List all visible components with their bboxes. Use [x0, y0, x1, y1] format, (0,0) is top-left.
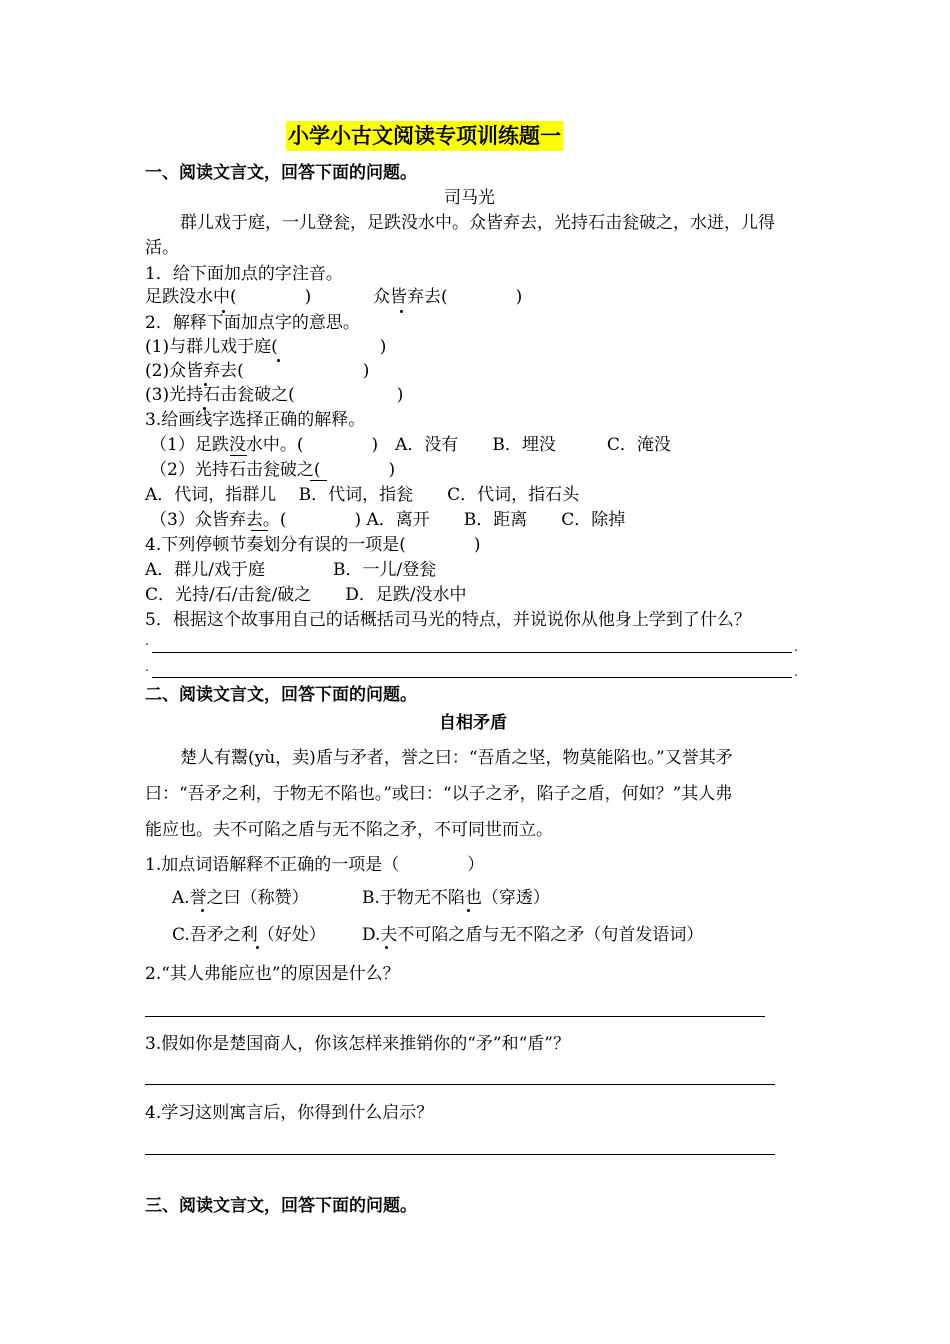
- s1-q3-item-2-options: A．代词，指群儿 B．代词，指瓮 C．代词，指石头: [145, 485, 580, 505]
- answer-line-dot: .: [794, 640, 798, 654]
- passage2-line3: 能应也。夫不可陷之盾与无不陷之矛，不可同世而立。: [145, 820, 553, 840]
- emphasis-dot: [201, 909, 204, 912]
- s1-q1-item-b: 众皆弃去( ): [373, 287, 523, 307]
- s1-question-5: 5．根据这个故事用自己的话概括司马光的特点，并说说你从他身上学到了什么？: [145, 610, 751, 630]
- s1-question-3: 3.给画线字选择正确的解释。: [145, 410, 366, 430]
- page-title: 小学小古文阅读专项训练题一: [286, 121, 563, 151]
- s1-q3-item-3: （3）众皆弃去。( ) A．离开 B．距离 C．除掉: [150, 510, 626, 530]
- answer-line-dot: .: [145, 660, 149, 674]
- section3-heading: 三、阅读文言文，回答下面的问题。: [145, 1196, 417, 1216]
- s2-question-1: 1.加点词语解释不正确的一项是（ ）: [145, 855, 485, 875]
- answer-line: [152, 652, 792, 653]
- s1-q1-item-a: 足跌没水中( ): [145, 287, 312, 307]
- s1-q3-item-1: （1）足跌没水中。( ) A．没有 B．埋没 C．淹没: [150, 435, 671, 455]
- s1-q2-item-2: (2)众皆弃去( ): [145, 361, 370, 381]
- s2-question-3: 3.假如你是楚国商人，你该怎样来推销你的“矛”和“盾”？: [145, 1034, 570, 1054]
- underline-mark: [230, 455, 247, 456]
- s2-q1-option-a: A.誉之曰（称赞）: [172, 888, 309, 908]
- emphasis-dot: [400, 310, 403, 313]
- answer-line-dot: .: [794, 665, 798, 679]
- passage1-line2: 活。: [145, 238, 179, 258]
- s1-q3-item-2: （2）光持石击瓮破之( ): [150, 460, 396, 480]
- s1-question-2: 2．解释下面加点字的意思。: [145, 313, 360, 333]
- passage2-line2: 曰：“吾矛之利，于物无不陷也。”或曰：“以子之矛，陷子之盾，何如？”其人弗: [145, 784, 733, 804]
- s1-q4-options-cd: C．光持/石/击瓮/破之 D．足跌/没水中: [145, 585, 467, 605]
- s2-q1-option-b: B.于物无不陷也（穿透）: [362, 888, 550, 908]
- answer-line: [145, 1016, 765, 1017]
- answer-line: [145, 1154, 775, 1155]
- s2-question-2: 2.“其人弗能应也”的原因是什么？: [145, 964, 400, 984]
- s1-q2-item-1: (1)与群儿戏于庭( ): [145, 337, 387, 357]
- s1-question-1: 1．给下面加点的字注音。: [145, 264, 343, 284]
- s2-q1-option-c: C.吾矛之利（好处）: [172, 925, 326, 945]
- underline-mark: [251, 530, 268, 531]
- emphasis-dot: [385, 946, 388, 949]
- underline-mark: [310, 480, 327, 481]
- section2-heading: 二、阅读文言文，回答下面的问题。: [145, 685, 417, 705]
- passage2-title: 自相矛盾: [439, 713, 507, 733]
- passage1-title: 司马光: [444, 188, 495, 208]
- s1-q2-item-3: (3)光持石击瓮破之( ): [145, 385, 404, 405]
- passage2-line1: 楚人有鬻(yù，卖)盾与矛者，誉之曰：“吾盾之坚，物莫能陷也。”又誉其矛: [180, 748, 733, 768]
- section1-heading: 一、阅读文言文，回答下面的问题。: [145, 163, 417, 183]
- answer-line-dot: .: [145, 634, 149, 648]
- s2-question-4: 4.学习这则寓言后，你得到什么启示？: [145, 1103, 434, 1123]
- answer-line: [152, 677, 792, 678]
- s1-q4-options-ab: A．群儿/戏于庭 B．一儿/登瓮: [145, 560, 437, 580]
- passage1-line1: 群儿戏于庭，一儿登瓮，足跌没水中。众皆弃去，光持石击瓮破之，水迸，儿得: [180, 213, 775, 233]
- emphasis-dot: [256, 946, 259, 949]
- answer-line: [145, 1084, 775, 1085]
- s2-q1-option-d: D.夫不可陷之盾与无不陷之矛（句首发语词）: [362, 925, 704, 945]
- emphasis-dot: [467, 909, 470, 912]
- s1-question-4: 4.下列停顿节奏划分有误的一项是( ): [145, 535, 481, 555]
